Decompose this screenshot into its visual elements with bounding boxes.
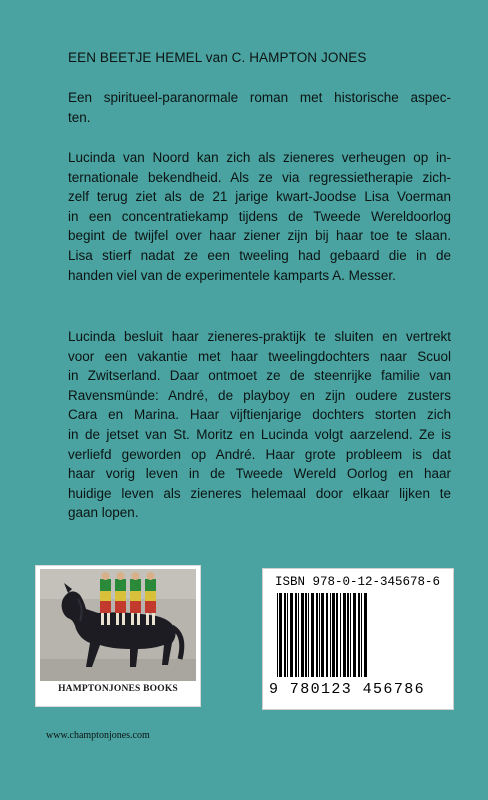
text-line: Lisa stierf nadat ze een tweeling had gebaard die in de — [68, 247, 451, 263]
text-line: handen viel van de experimentele kamparts A. Messer. — [68, 267, 396, 283]
barcode-bar — [330, 593, 331, 677]
book-title: EEN BEETJE HEMEL van C. HAMPTON JONES — [68, 50, 367, 65]
text-line: haar vorig leven in de Tweede Wereld Oorlog en haar — [68, 466, 451, 482]
text-line: huidige leven als zieneres helemaal door elkaar lijken te — [68, 485, 451, 501]
barcode-bar — [350, 593, 351, 677]
text-line: voor een vakantie met haar tweelingdochters naar Scuol — [68, 348, 451, 364]
barcode-bar — [326, 593, 328, 677]
text-line: in de jetset van St. Moritz en Lucinda volgt aarzelend. Ze is — [68, 426, 451, 442]
barcode-bar — [305, 593, 307, 677]
barcode-bar — [347, 593, 349, 677]
barcode-bar — [321, 593, 324, 677]
text-line: ten. — [68, 109, 91, 125]
text-line: Cara en Marina. Haar vijftienjarige dochters storten zich — [68, 407, 451, 423]
text-line: in Zwitserland. Daar ontmoet ze de steenrijke familie van — [68, 368, 451, 384]
text-line: zelf terug ziet als de 21 jarige kwart-Joodse Lisa Voerman — [68, 189, 451, 205]
blurb-paragraph-2 — [68, 148, 451, 285]
barcode-bar — [279, 593, 282, 677]
barcode-bar — [298, 593, 299, 677]
text-line: begint de twijfel over haar ziener zijn bij haar toe te slaan. — [68, 228, 451, 244]
barcode-bar — [319, 593, 320, 677]
barcode-bar — [301, 593, 304, 677]
barcode-digits: 9 780123 456786 — [269, 681, 426, 698]
barcode-bar — [340, 593, 341, 677]
text-line: gaan lopen. — [68, 505, 139, 521]
publisher-name: HAMPTONJONES BOOKS — [58, 684, 178, 694]
barcode-bar — [308, 593, 309, 677]
text-line: Lucinda besluit haar zieneres-praktijk te sluiten en vertrekt — [68, 329, 451, 344]
barcode-bar — [295, 593, 297, 677]
blurb-paragraph-3 — [68, 327, 451, 523]
barcode-bar — [336, 593, 338, 677]
barcode-bar — [364, 593, 367, 677]
barcode-bars — [269, 593, 447, 681]
publisher-logo — [36, 566, 200, 706]
isbn-barcode — [263, 569, 453, 709]
barcode-bar — [361, 593, 362, 677]
text-line: Een spiritueel-paranormale roman met historische aspec- — [68, 90, 451, 105]
barcode-bar — [316, 593, 318, 677]
barcode-bar — [358, 593, 360, 677]
text-line: ternationale bekendheid. Als ze via regressietherapie zich- — [68, 169, 451, 185]
barcode-bar — [353, 593, 356, 677]
isbn-label: ISBN 978-0-12-345678-6 — [275, 575, 441, 589]
text-line: in een concentratiekamp tijdens de Tweede Wereldoorlog — [68, 208, 451, 224]
barcode-bar — [287, 593, 288, 677]
publisher-website: www.champtonjones.com — [46, 730, 150, 741]
barcode-bar — [332, 593, 335, 677]
horse-with-figures-icon — [40, 569, 196, 681]
text-line: Lucinda van Noord kan zich als zieneres verheugen op in- — [68, 150, 451, 165]
barcode-bar — [290, 593, 293, 677]
blurb-paragraph-1 — [68, 88, 451, 127]
barcode-bar — [311, 593, 314, 677]
text-line: verliefd geworden op André. Haar grote probleem is dat — [68, 446, 451, 462]
barcode-bar — [277, 593, 278, 677]
text-line: Ravensmünde: André, de playboy en zijn oudere zusters — [68, 387, 451, 403]
barcode-bar — [284, 593, 286, 677]
barcode-bar — [343, 593, 346, 677]
